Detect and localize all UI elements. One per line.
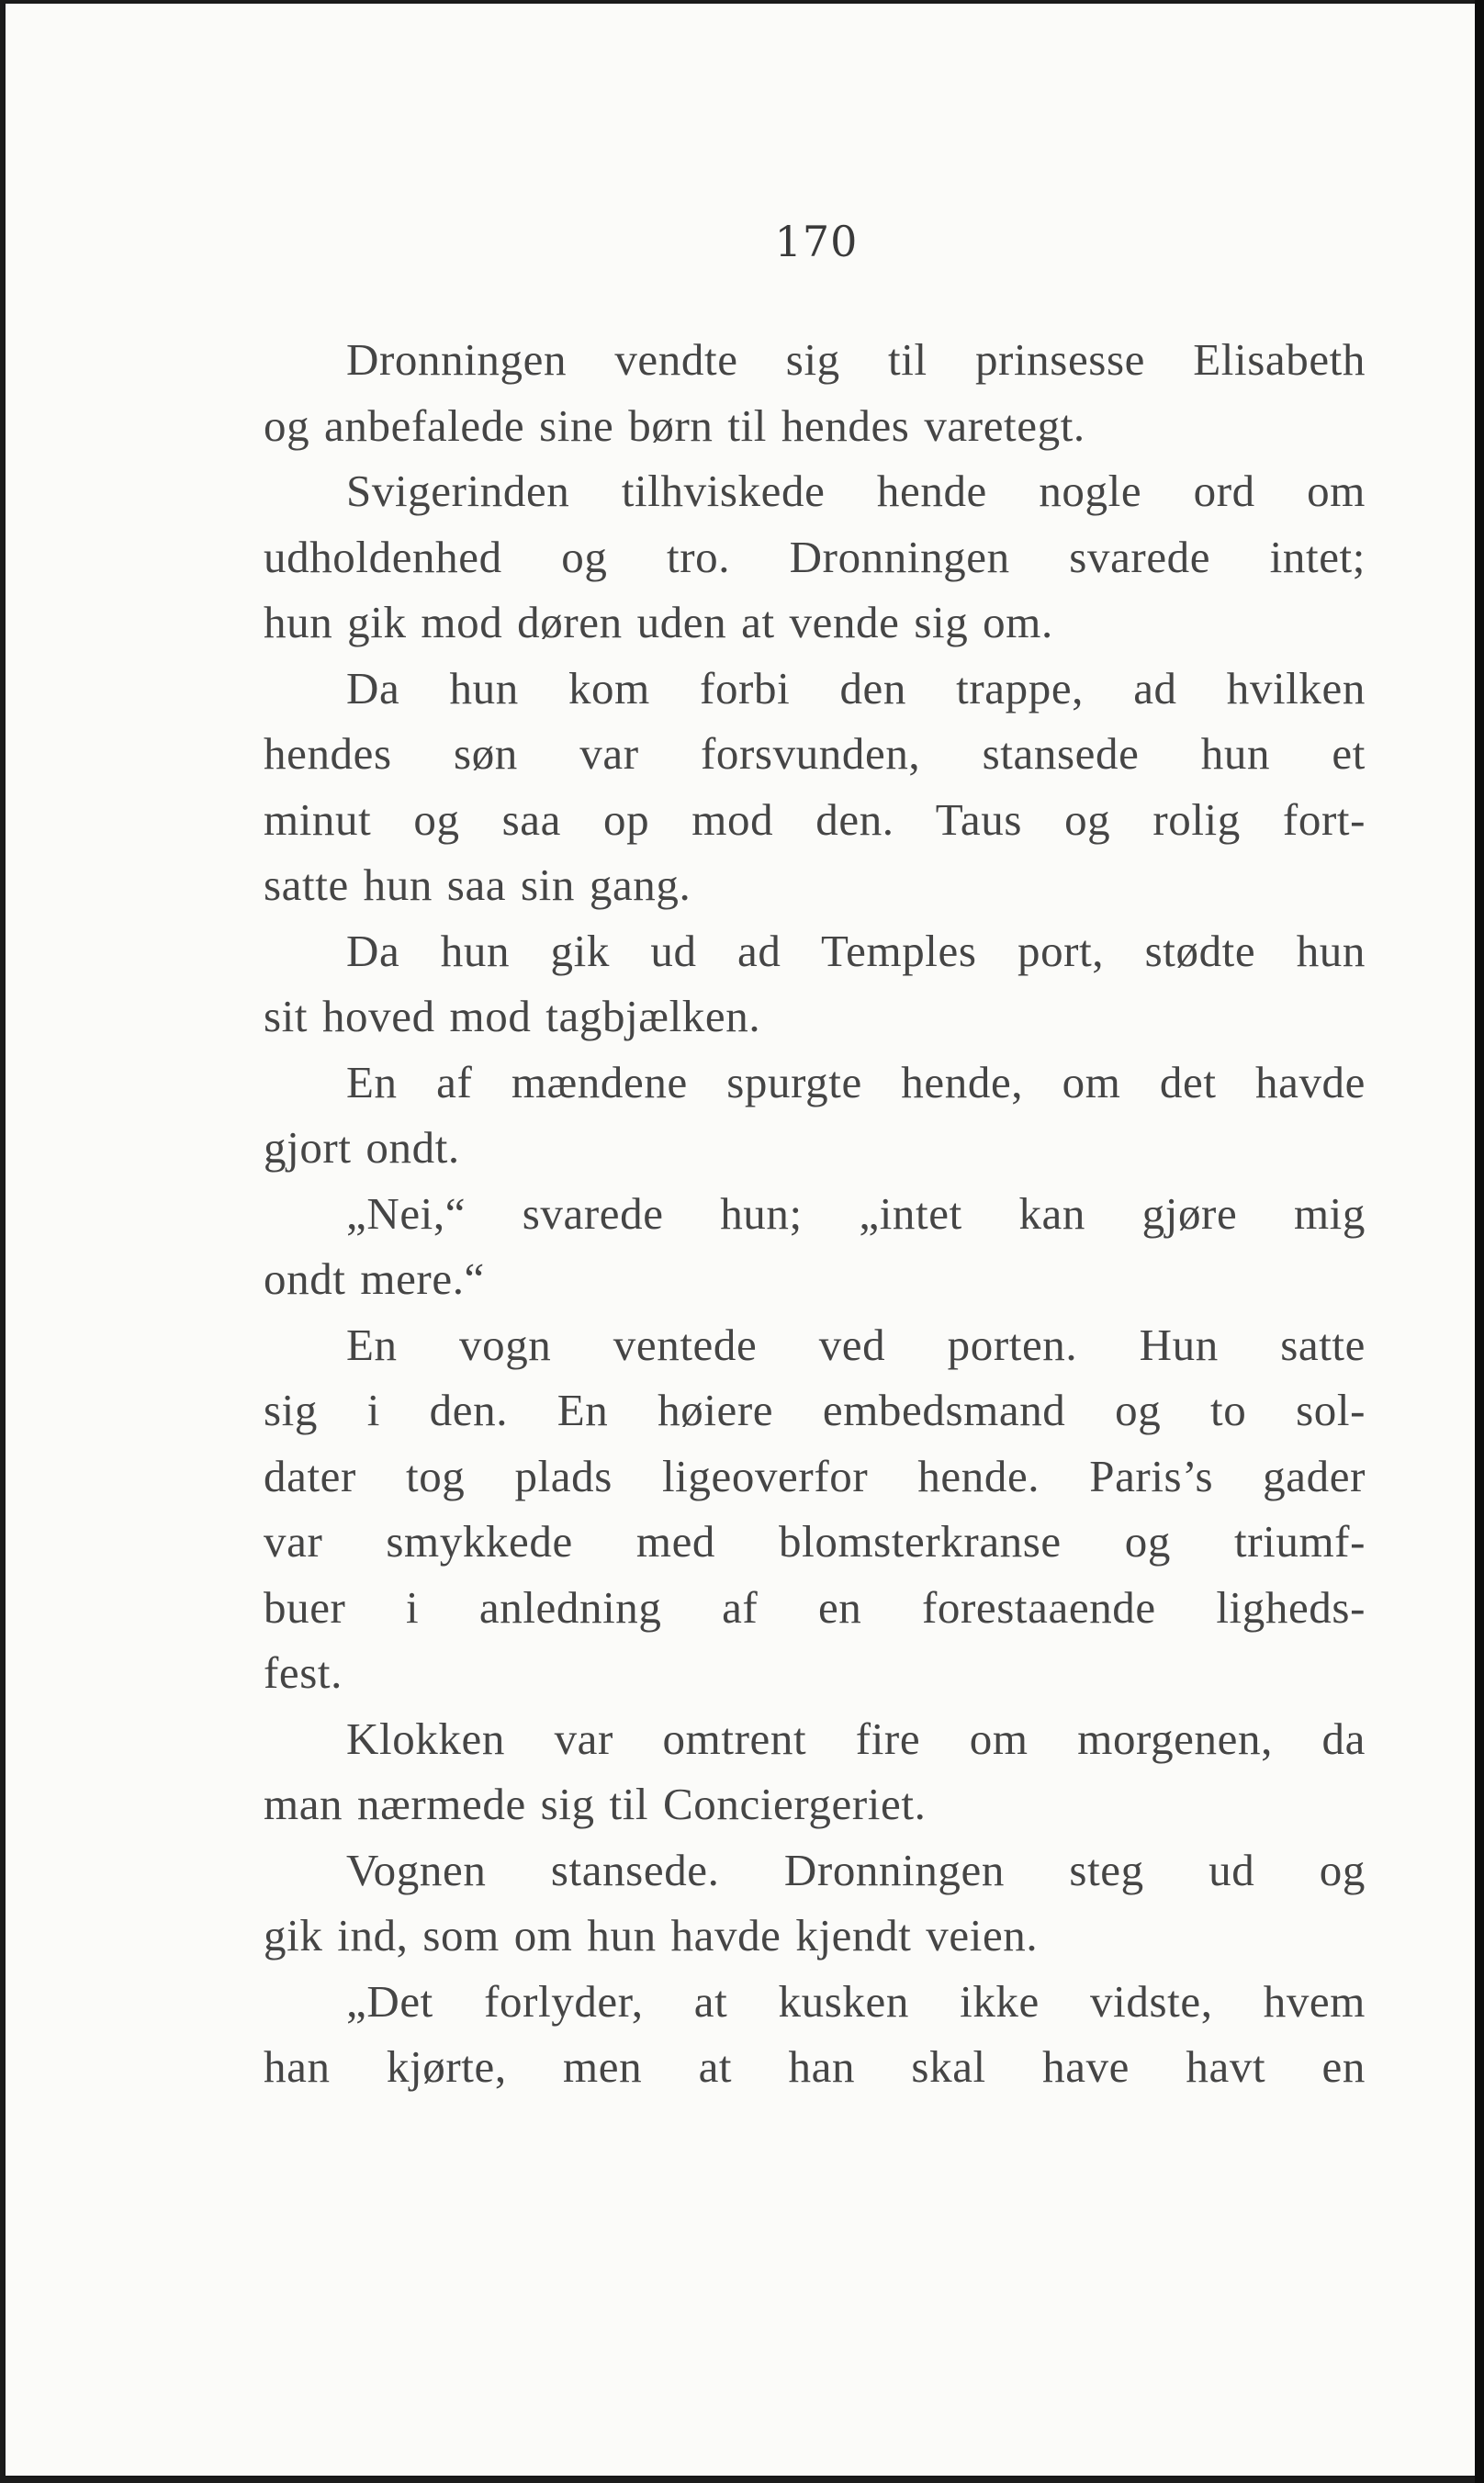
page-number: 170 [774,217,859,266]
text-line: fest. [264,1647,343,1698]
text-line: satte hun saa sin gang. [264,860,691,910]
text-line: Klokken var omtrent fire om morgenen, da [346,1713,1366,1764]
text-line: han kjørte, men at han skal have havt en [264,2041,1366,2092]
text-line: buer i anledning af en forestaaende ligheds- [264,1581,1366,1633]
text-line: hun gik mod døren uden at vende sig om. [264,597,1053,647]
text-line: Vognen stansede. Dronningen steg ud og [346,1844,1366,1895]
text-line: gik ind, som om hun havde kjendt veien. [264,1910,1039,1961]
text-line: man nærmede sig til Conciergeriet. [264,1779,927,1829]
text-line: hendes søn var forsvunden, stansede hun et [264,728,1366,779]
text-line: udholdenhed og tro. Dronningen svarede intet; [264,531,1366,582]
text-line: Da hun kom forbi den trappe, ad hvilken [346,662,1366,713]
text-line: sig i den. En høiere embedsmand og to sol- [264,1385,1366,1435]
scan-edge [1475,0,1484,2483]
text-line: ondt mere.“ [264,1253,485,1304]
text-line: minut og saa op mod den. Taus og rolig fort- [264,793,1366,845]
text-line: Dronningen vendte sig til prinsesse Elisabeth [346,334,1366,385]
text-line: En vogn ventede ved porten. Hun satte [346,1319,1366,1370]
text-line: Svigerinden tilhviskede hende nogle ord om [346,466,1366,516]
text-line: og anbefalede sine børn til hendes varetegt. [264,399,1085,451]
text-line: var smykkede med blomsterkranse og triumf- [264,1516,1366,1567]
text-line: „Nei,“ svarede hun; „intet kan gjøre mig [346,1187,1366,1239]
text-line: dater tog plads ligeoverfor hende. Paris’s gader [264,1450,1366,1501]
page-body-text [264,327,1366,2100]
text-line: gjort ondt. [264,1122,460,1173]
text-line: „Det forlyder, at kusken ikke vidste, hvem [346,1975,1366,2027]
text-line: En af mændene spurgte hende, om det havde [346,1056,1366,1107]
text-line: sit hoved mod tagbjælken. [264,991,761,1041]
book-page [6,4,1480,2476]
text-line: Da hun gik ud ad Temples port, stødte hun [346,925,1366,976]
